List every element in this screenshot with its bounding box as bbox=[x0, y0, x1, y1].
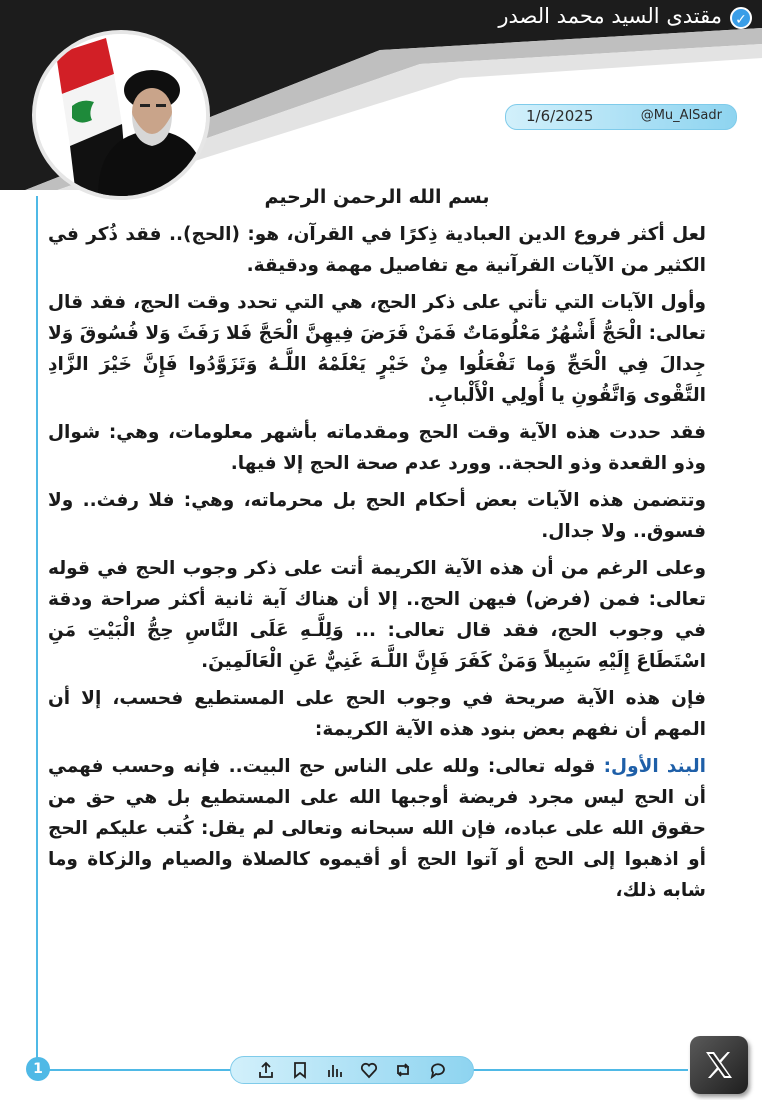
account-name[interactable]: مقتدى السيد محمد الصدر bbox=[498, 4, 722, 28]
share-icon[interactable] bbox=[255, 1059, 277, 1081]
bookmark-icon[interactable] bbox=[289, 1059, 311, 1081]
clause-label: البند الأول: bbox=[603, 756, 706, 777]
verified-badge-icon: ✓ bbox=[730, 7, 752, 29]
stats-icon[interactable] bbox=[324, 1059, 346, 1081]
paragraph: وتتضمن هذه الآيات بعض أحكام الحج بل محرماته، وهي: فلا رفث.. ولا فسوق.. ولا جدال. bbox=[48, 490, 706, 542]
reply-icon[interactable] bbox=[427, 1059, 449, 1081]
timeline-line bbox=[36, 196, 38, 1066]
paragraph: فقد حددت هذه الآية وقت الحج ومقدماته بأشهر معلومات، وهي: شوال وذو القعدة وذو الحجة.. وورد عدم صحة الحج إلا فيها. bbox=[48, 422, 706, 474]
post-meta-bar bbox=[505, 104, 737, 130]
paragraph: لعل أكثر فروع الدين العبادية ذِكرًا في القرآن، هو: (الحج).. فقد ذُكر في الكثير من الآيات القرآنية مع تفاصيل مهمة ودقيقة. bbox=[48, 224, 706, 276]
paragraph: وأول الآيات التي تأتي على ذكر الحج، هي التي تحدد وقت الحج، فقد قال تعالى: الْحَجُّ أَشْهُرٌ مَعْلُومَاتٌ فَمَنْ فَرَضَ فِيهِنَّ الْحَجَّ فَلا رَفَثَ وَلا فُسُوقَ وَلا جِدالَ فِي الْحَجِّ وَما تَفْعَلُوا مِنْ خَيْرٍ يَعْلَمْهُ اللَّـهُ وَتَزَوَّدُوا فَإِنَّ خَيْرَ الزَّادِ التَّقْوى وَاتَّقُونِ يا أُولِي الْأَلْبابِ. bbox=[48, 292, 706, 406]
post-date: 1/6/2025 bbox=[526, 107, 594, 125]
basmala: بسم الله الرحمن الرحيم bbox=[264, 186, 490, 208]
account-handle[interactable]: @Mu_AlSadr bbox=[640, 108, 722, 123]
like-icon[interactable] bbox=[358, 1059, 380, 1081]
page-number: 1 bbox=[26, 1057, 50, 1081]
repost-icon[interactable] bbox=[392, 1059, 414, 1081]
paragraph: وعلى الرغم من أن هذه الآية الكريمة أتت على ذكر وجوب الحج في قوله تعالى: فمن (فرض) فيهن الحج.. إلا أن هناك آية ثانية أكثر صراحة ودقة في وجوب الحج، فقد قال تعالى: ... وَلِلَّـهِ عَلَى النَّاسِ حِجُّ الْبَيْتِ مَنِ اسْتَطَاعَ إِلَيْهِ سَبِيلاً وَمَنْ كَفَرَ فَإِنَّ اللَّـهَ غَنِيٌّ عَنِ الْعَالَمِينَ. bbox=[48, 558, 706, 672]
action-bar bbox=[230, 1056, 474, 1084]
post-body bbox=[48, 182, 706, 912]
x-logo-icon bbox=[690, 1036, 748, 1094]
paragraph bbox=[48, 751, 706, 906]
paragraph: فإن هذه الآية صريحة في وجوب الحج على المستطيع فحسب، إلا أن المهم أن نفهم بعض بنود هذه الآية الكريمة: bbox=[48, 688, 706, 740]
clause-text: قوله تعالى: ولله على الناس حج البيت.. فإنه وحسب فهمي أن الحج ليس مجرد فريضة أوجبها الله على المستطيع بل هي حق من حقوق الله على عباده، فإن الله سبحانه وتعالى لم يقل: كُتب عليكم الحج أو اذهبوا إلى الحج أو آتوا الحج أو أقيموه كالصلاة والصيام والزكاة وما شابه ذلك، bbox=[48, 756, 706, 901]
avatar[interactable] bbox=[32, 30, 210, 200]
